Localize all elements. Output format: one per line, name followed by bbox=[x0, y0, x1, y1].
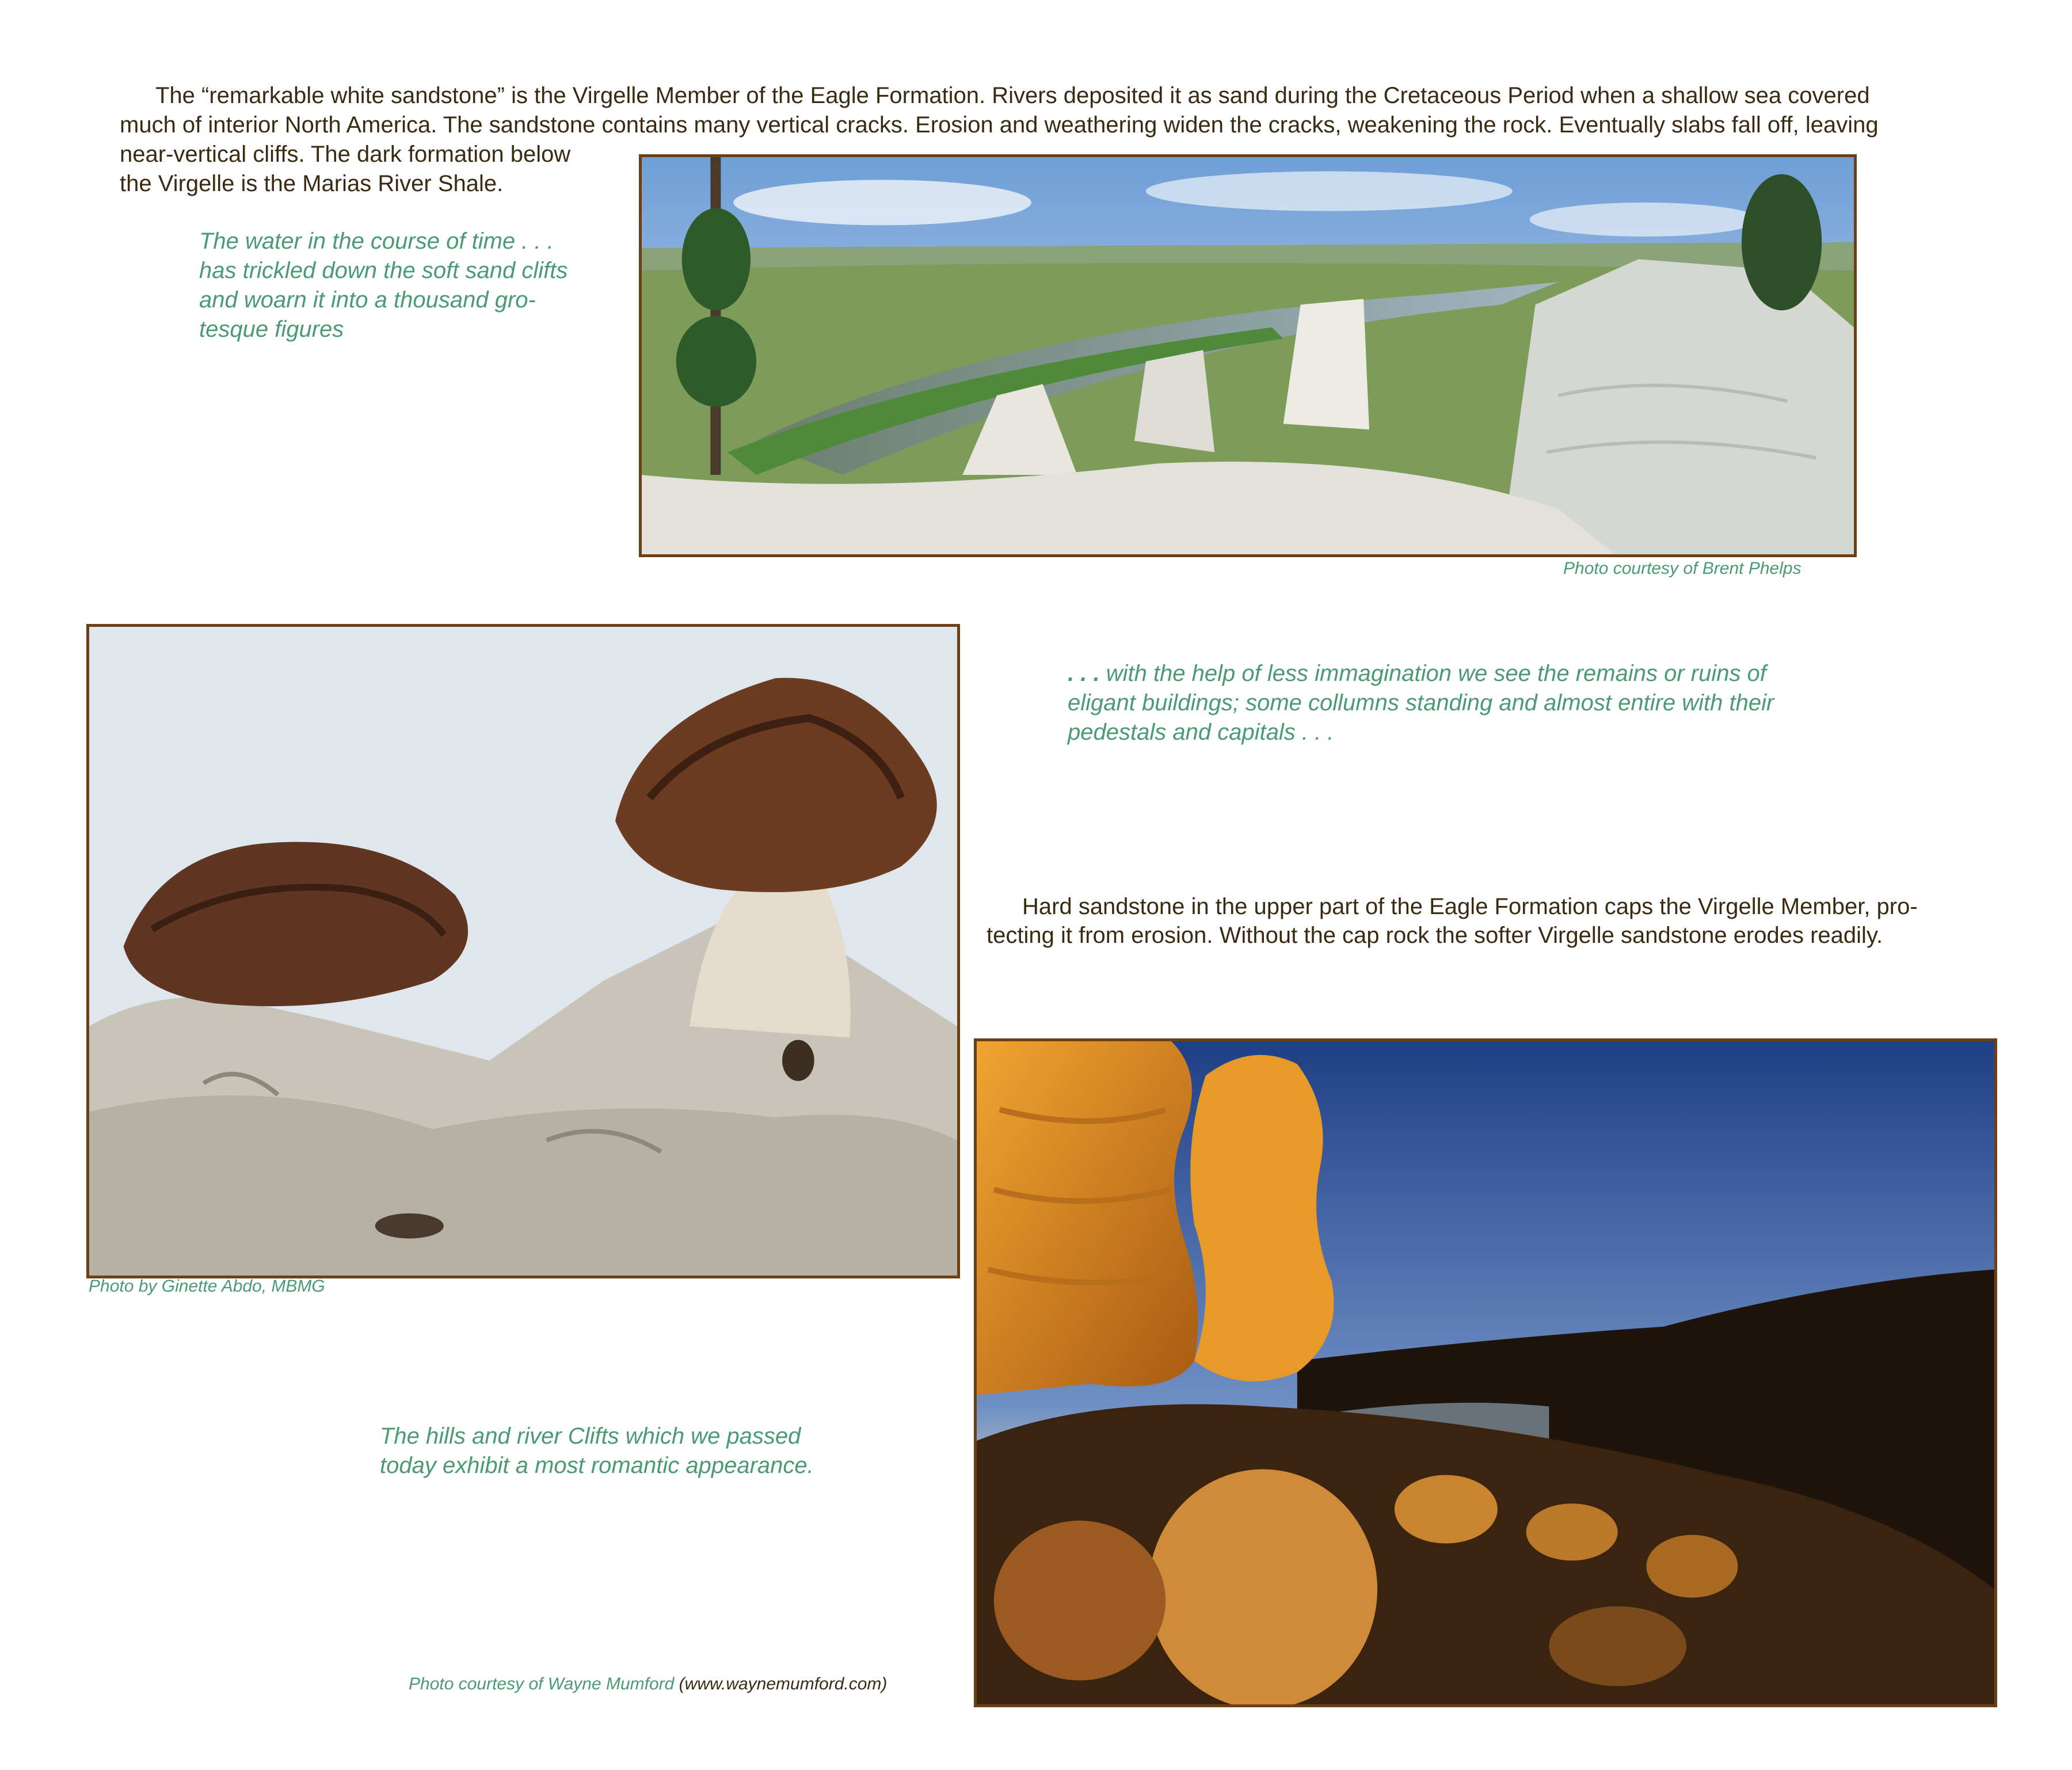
quote-line: today exhibit a most romantic appearance. bbox=[380, 1453, 814, 1478]
quote-line: The hills and river Clifts which we passed bbox=[380, 1423, 801, 1449]
quote-line: eligant buildings; some collumns standing and almost entire with their bbox=[1068, 690, 1774, 715]
photo-credit-phelps: Photo courtesy of Brent Phelps bbox=[1563, 559, 1801, 578]
photo-credit-url: (www.waynemumford.com) bbox=[674, 1674, 888, 1693]
intro-line-4: the Virgelle is the Marias River Shale. bbox=[120, 171, 504, 196]
caprock-line-2: tecting it from erosion. Without the cap rock the softer Virgelle sandstone erodes readily. bbox=[987, 923, 1883, 948]
intro-line-2: much of interior North America. The sandstone contains many vertical cracks. Erosion and weathering widen the cracks, weakening the rock. Eventually slabs fall off, leaving bbox=[120, 112, 1879, 138]
photo-credit-mumford: Photo courtesy of Wayne Mumford (www.waynemumford.com) bbox=[409, 1674, 888, 1693]
caprock-line-1: Hard sandstone in the upper part of the Eagle Formation caps the Virgelle Member, pro- bbox=[1022, 894, 1918, 919]
quote-line: The water in the course of time . . . bbox=[199, 229, 554, 254]
photo-hoodoo-rocks bbox=[86, 624, 960, 1278]
quote-line: and woarn it into a thousand gro- bbox=[199, 287, 536, 313]
quote-line: tesque figures bbox=[199, 317, 344, 342]
intro-line-1: The “remarkable white sandstone” is the Virgelle Member of the Eagle Formation. Rivers deposited it as sand during the Cretaceous Period when a shallow sea covered bbox=[155, 83, 1870, 108]
photo-river-panorama bbox=[639, 154, 1857, 557]
quote-line: . . . with the help of less immagination we see the remains or ruins of bbox=[1068, 661, 1766, 686]
intro-line-3: near-vertical cliffs. The dark formation below bbox=[120, 142, 571, 167]
hoodoo-rocks-image bbox=[89, 627, 957, 1276]
river-panorama-image bbox=[642, 157, 1854, 554]
photo-sunset-sandstone bbox=[974, 1038, 1997, 1707]
quote-line: pedestals and capitals . . . bbox=[1068, 720, 1334, 745]
quote-line: has trickled down the soft sand clifts bbox=[199, 258, 568, 283]
photo-credit-abdo: Photo by Ginette Abdo, MBMG bbox=[89, 1277, 325, 1296]
sunset-sandstone-image bbox=[977, 1041, 1994, 1704]
